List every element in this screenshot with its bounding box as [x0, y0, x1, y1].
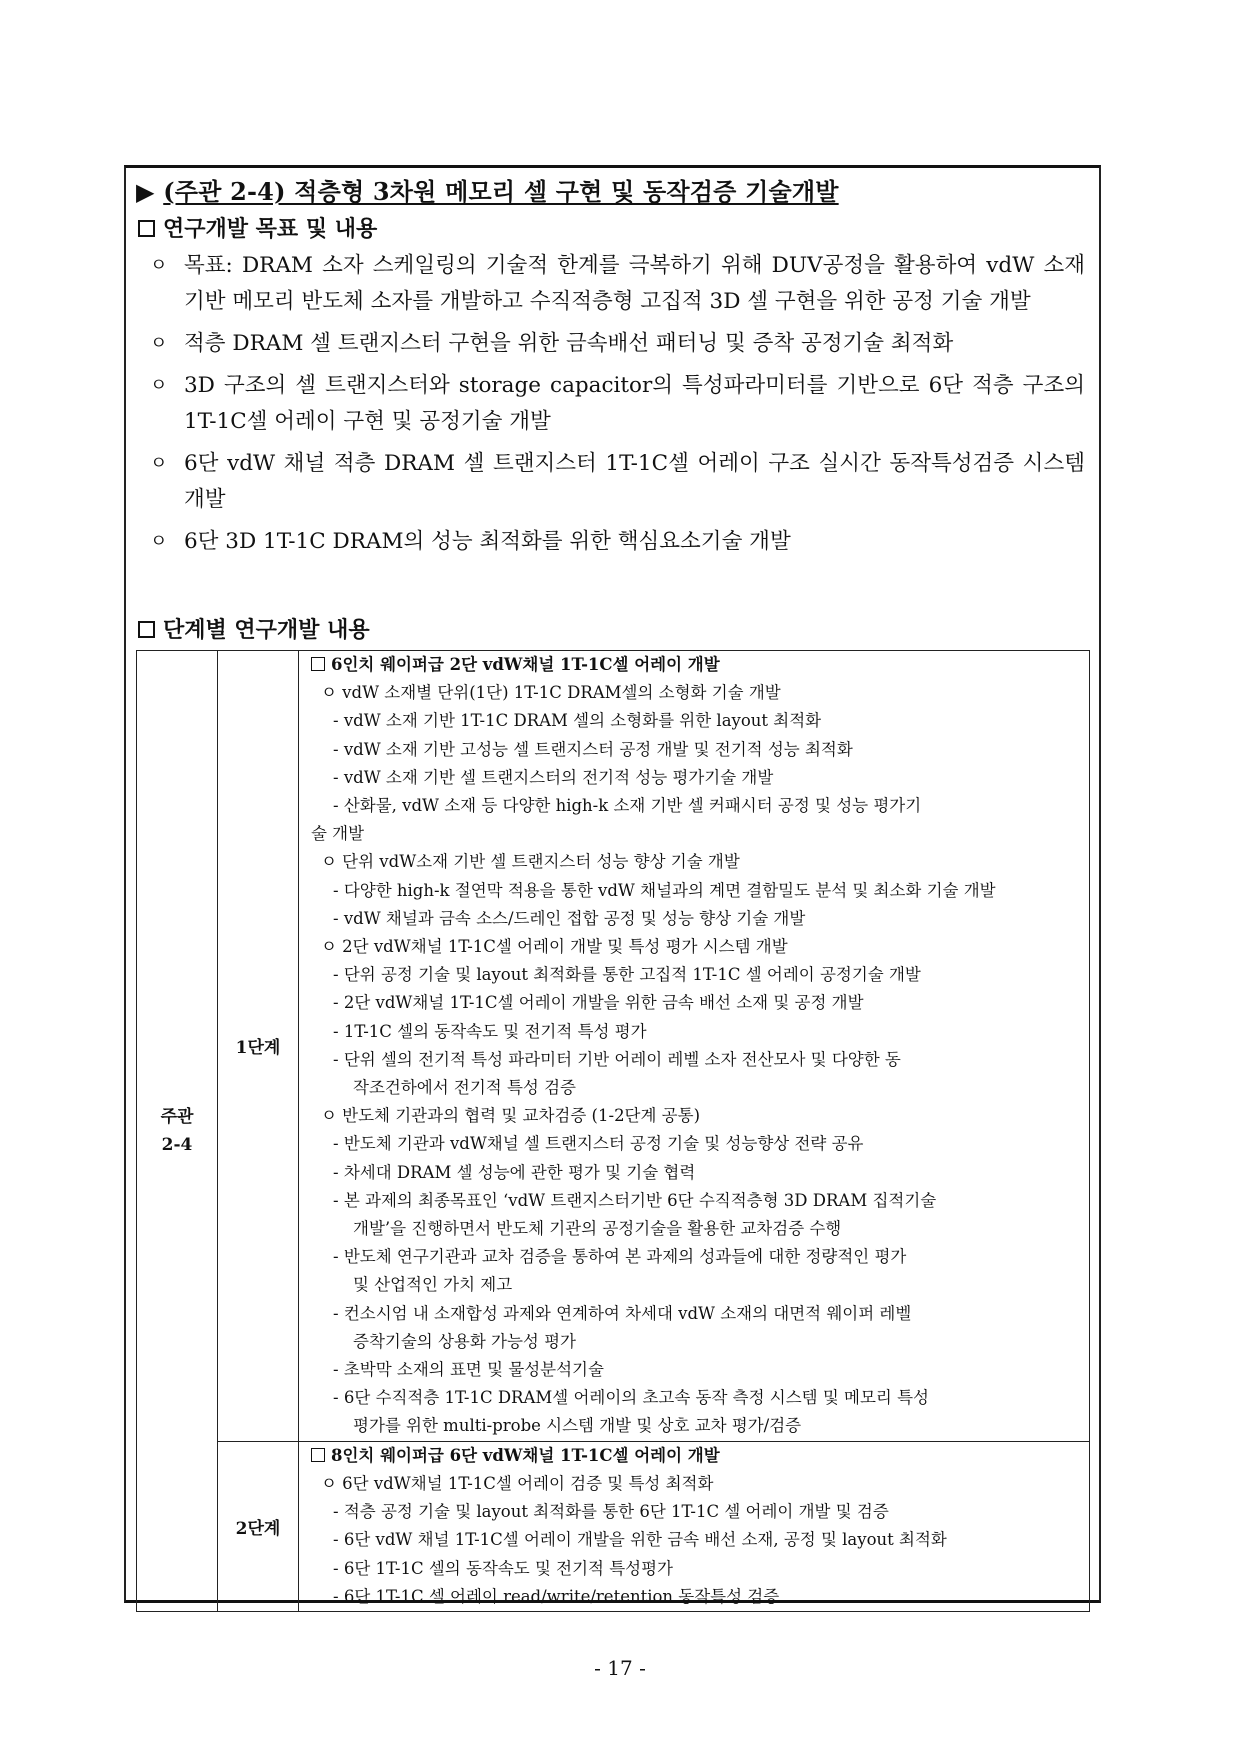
stage-item: ㅇ 반도체 기관과의 협력 및 교차검증 (1-2단계 공통) [321, 1106, 701, 1126]
stage-heading [311, 1442, 1079, 1470]
stage-subitem: - 반도체 연구기관과 교차 검증을 통하여 본 과제의 성과들에 대한 정량적인 평가 [333, 1247, 907, 1267]
stage1-label-cell [218, 651, 299, 1442]
circle-bullet-icon: ㅇ [150, 333, 168, 354]
stage-item: ㅇ vdW 소재별 단위(1단) 1T-1C DRAM셀의 소형화 기술 개발 [321, 683, 781, 703]
page-number: - 17 - [594, 1656, 646, 1680]
stage2-label-cell [218, 1441, 299, 1611]
goal-item [140, 248, 1085, 320]
stage-subitem-continued: 개발’을 진행하면서 반도체 기관의 공정기술을 활용한 교차검증 수행 [353, 1219, 842, 1239]
goal-item [140, 524, 1085, 560]
stage-heading-text: 6인치 웨이퍼급 2단 vdW채널 1T-1C셀 어레이 개발 [331, 655, 720, 674]
goal-text: 6단 vdW 채널 적층 DRAM 셀 트랜지스터 1T-1C셀 어레이 구조 실시간 동작특성검증 시스템 개발 [184, 451, 1085, 512]
stage-subitem: - 반도체 기관과 vdW채널 셀 트랜지스터 공정 기술 및 성능향상 전략 공유 [333, 1134, 864, 1154]
stage-subitem: - 2단 vdW채널 1T-1C셀 어레이 개발을 위한 금속 배선 소재 및 공정 개발 [333, 993, 864, 1013]
org-cell [137, 651, 218, 1612]
stage-subitem: - vdW 소재 기반 고성능 셀 트랜지스터 공정 개발 및 전기적 성능 최적화 [333, 739, 853, 759]
stage-subitem-continued: 및 산업적인 가치 제고 [353, 1275, 513, 1295]
stage-subitem: - vdW 소재 기반 1T-1C DRAM 셀의 소형화를 위한 layout 최적화 [333, 711, 822, 731]
org-label-1: 주관 [160, 1106, 194, 1127]
circle-bullet-icon: ㅇ [150, 255, 168, 276]
section-heading-stages-label: 단계별 연구개발 내용 [163, 617, 370, 643]
goal-text: 적층 DRAM 셀 트랜지스터 구현을 위한 금속배선 패터닝 및 증착 공정기술 최적화 [184, 331, 954, 356]
checkbox-square-icon [311, 657, 325, 671]
stage-subitem-continued: 작조건하에서 전기적 특성 검증 [353, 1078, 576, 1098]
stage2-content [299, 1441, 1090, 1611]
document-frame [124, 165, 1101, 1606]
stage-heading-text: 8인치 웨이퍼급 6단 vdW채널 1T-1C셀 어레이 개발 [331, 1445, 720, 1465]
goal-item [140, 326, 1085, 362]
section-heading-goals [138, 212, 377, 243]
goal-text: 3D 구조의 셀 트랜지스터와 storage capacitor의 특성파라미터를 기반으로 6단 적층 구조의 1T-1C셀 어레이 구현 및 공정기술 개발 [184, 373, 1085, 434]
checkbox-square-icon [311, 1448, 325, 1462]
goals-list [140, 248, 1085, 566]
stage-subitem: - 단위 셀의 전기적 특성 파라미터 기반 어레이 레벨 소자 전산모사 및 다양한 동 [333, 1049, 901, 1069]
stage-item: ㅇ 2단 vdW채널 1T-1C셀 어레이 개발 및 특성 평가 시스템 개발 [321, 937, 788, 957]
stage-subitem: - 6단 1T-1C 셀 어레이 read/write/retention 동작특성 검증 [333, 1586, 780, 1606]
stage1-label: 1단계 [235, 1038, 281, 1059]
stage-item: ㅇ 단위 vdW소재 기반 셀 트랜지스터 성능 향상 기술 개발 [321, 852, 740, 872]
stage-subitem: - 6단 1T-1C 셀의 동작속도 및 전기적 특성평가 [333, 1558, 673, 1578]
stage-subitem-continued: 평가를 위한 multi-probe 시스템 개발 및 상호 교차 평가/검증 [353, 1416, 802, 1436]
circle-bullet-icon: ㅇ [150, 531, 168, 552]
stage-subitem: - 단위 공정 기술 및 layout 최적화를 통한 고집적 1T-1C 셀 어레이 공정기술 개발 [333, 965, 921, 985]
section-title-text: (주관 2-4) 적층형 3차원 메모리 셀 구현 및 동작검증 기술개발 [163, 177, 839, 206]
section-heading-goals-label: 연구개발 목표 및 내용 [163, 216, 378, 242]
section-heading-stages [138, 613, 370, 644]
stage-item: ㅇ 6단 vdW채널 1T-1C셀 어레이 검증 및 특성 최적화 [321, 1473, 714, 1493]
stage-subitem: - 6단 수직적층 1T-1C DRAM셀 어레이의 초고속 동작 측정 시스템 및 메모리 특성 [333, 1388, 929, 1408]
stage-subitem: - 다양한 high-k 절연막 적용을 통한 vdW 채널과의 계면 결함밀도 분석 및 최소화 기술 개발 [333, 880, 996, 900]
stage-subitem: - 컨소시엄 내 소재합성 과제와 연계하여 차세대 vdW 소재의 대면적 웨이퍼 레벨 [333, 1303, 912, 1323]
stage-subitem: - 6단 vdW 채널 1T-1C셀 어레이 개발을 위한 금속 배선 소재, 공정 및 layout 최적화 [333, 1530, 947, 1550]
goal-text: 6단 3D 1T-1C DRAM의 성능 최적화를 위한 핵심요소기술 개발 [184, 529, 791, 554]
stage-subitem-continued: 술 개발 [311, 824, 365, 844]
checkbox-square-icon [138, 220, 155, 237]
stage-subitem: - 차세대 DRAM 셀 성능에 관한 평가 및 기술 협력 [333, 1162, 696, 1182]
stage-subitem: - 적층 공정 기술 및 layout 최적화를 통한 6단 1T-1C 셀 어레이 개발 및 검증 [333, 1502, 889, 1522]
stage-subitem-continued: 증착기술의 상용화 가능성 평가 [353, 1331, 576, 1351]
org-label-2: 2-4 [161, 1134, 193, 1155]
stage-subitem: - vdW 채널과 금속 소스/드레인 접합 공정 및 성능 향상 기술 개발 [333, 908, 806, 928]
circle-bullet-icon: ㅇ [150, 375, 168, 396]
goal-item [140, 368, 1085, 440]
stage-subitem: - 1T-1C 셀의 동작속도 및 전기적 특성 평가 [333, 1021, 647, 1041]
stage-subitem: - 산화물, vdW 소재 등 다양한 high-k 소재 기반 셀 커패시터 공정 및 성능 평가기 [333, 796, 922, 816]
checkbox-square-icon [138, 621, 155, 638]
section-title [136, 172, 839, 207]
stage1-content [299, 651, 1090, 1442]
arrow-icon: ▶ [136, 177, 155, 206]
stage-subitem: - vdW 소재 기반 셀 트랜지스터의 전기적 성능 평가기술 개발 [333, 767, 774, 787]
goal-text: 목표: DRAM 소자 스케일링의 기술적 한계를 극복하기 위해 DUV공정을 활용하여 vdW 소재 기반 메모리 반도체 소자를 개발하고 수직적층형 고집적 3D 셀 구현을 위한 공정 기술 개발 [184, 253, 1085, 314]
stage-subitem: - 본 과제의 최종목표인 ‘vdW 트랜지스터기반 6단 수직적층형 3D DRAM 집적기술 [333, 1190, 937, 1210]
stage-subitem: - 초박막 소재의 표면 및 물성분석기술 [333, 1360, 604, 1380]
stage-table [136, 650, 1090, 1612]
stage2-label: 2단계 [235, 1518, 281, 1539]
stage-heading [311, 651, 1079, 679]
circle-bullet-icon: ㅇ [150, 453, 168, 474]
goal-item [140, 446, 1085, 518]
